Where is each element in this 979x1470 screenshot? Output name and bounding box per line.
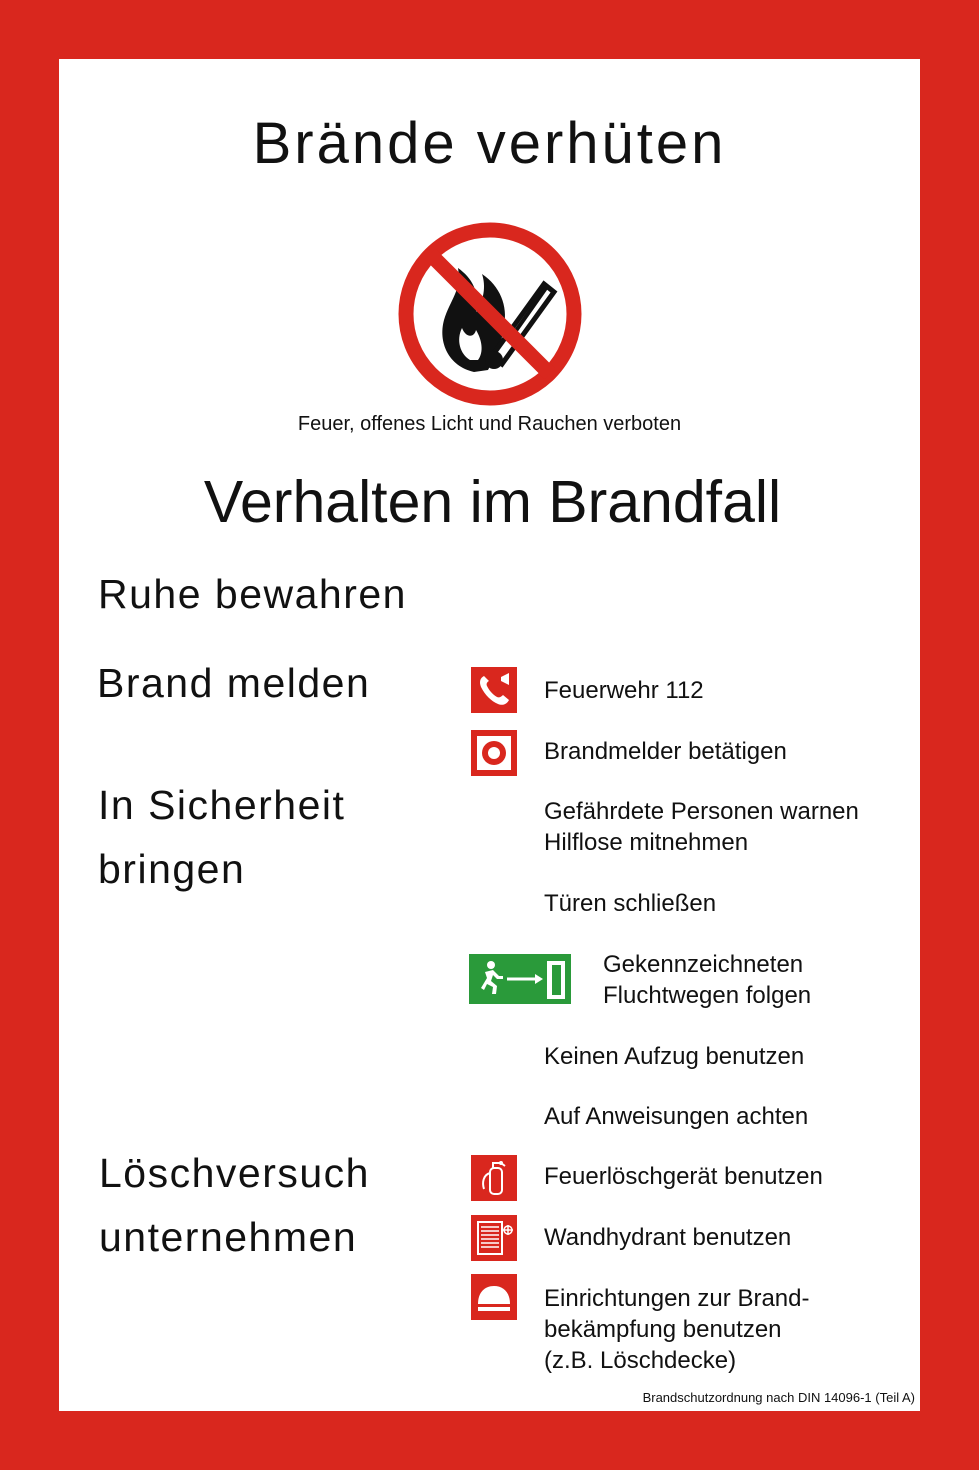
action-use-extinguisher: Feuerlöschgerät benutzen xyxy=(544,1163,823,1190)
action-warn-persons: Gefährdete Personen warnen Hilflose mitnehmen xyxy=(544,798,859,856)
action-close-doors: Türen schließen xyxy=(544,890,717,917)
action-fire-alarm: Brandmelder betätigen xyxy=(544,738,787,765)
action-use-hydrant: Wandhydrant benutzen xyxy=(544,1224,792,1251)
emergency-exit-icon xyxy=(469,954,571,1004)
fire-blanket-icon xyxy=(471,1274,517,1320)
heading-extinguish-1: Löschversuch xyxy=(99,1150,370,1196)
fire-phone-icon xyxy=(471,667,517,713)
fire-alarm-button-icon xyxy=(471,730,517,776)
action-no-elevator: Keinen Aufzug benutzen xyxy=(544,1043,805,1070)
heading-safety-1: In Sicherheit xyxy=(98,782,346,828)
fire-hose-reel-icon xyxy=(471,1215,517,1261)
heading-safety-2: bringen xyxy=(98,846,246,892)
prohibition-caption: Feuer, offenes Licht und Rauchen verboten xyxy=(297,413,682,435)
page-title: Brände verhüten xyxy=(252,111,727,176)
din-footnote: Brandschutzordnung nach DIN 14096-1 (Teil A) xyxy=(642,1390,915,1405)
heading-extinguish-2: unternehmen xyxy=(99,1214,358,1260)
action-call-fire-brigade: Feuerwehr 112 xyxy=(544,677,704,704)
section-title: Verhalten im Brandfall xyxy=(203,469,782,535)
action-follow-instructions: Auf Anweisungen achten xyxy=(544,1103,809,1130)
fire-extinguisher-icon xyxy=(471,1155,517,1201)
action-use-equipment: Einrichtungen zur Brand- bekämpfung benutzen (z.B. Löschdecke) xyxy=(544,1285,810,1374)
action-escape-routes: Gekennzeichneten Fluchtwegen folgen xyxy=(603,951,812,1009)
no-open-flame-icon xyxy=(396,220,584,408)
heading-calm: Ruhe bewahren xyxy=(98,571,407,617)
heading-report: Brand melden xyxy=(97,660,371,706)
